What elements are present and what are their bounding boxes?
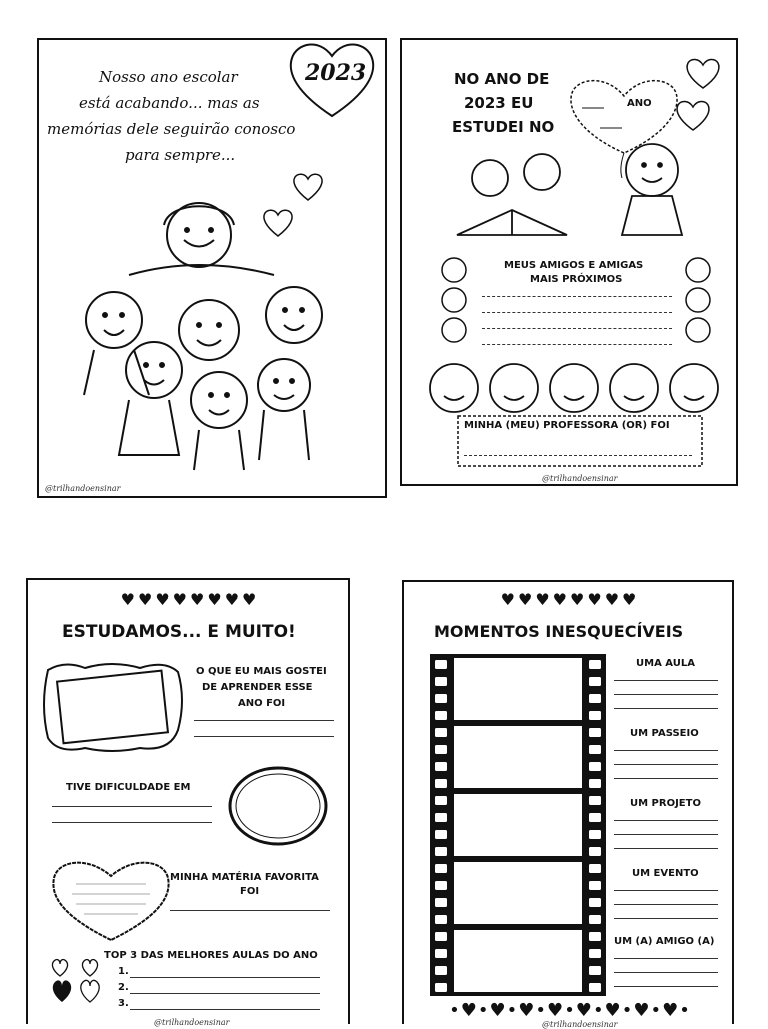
- school-year-title-2: 2023 EU: [464, 94, 534, 112]
- grade-blank-2: ____: [600, 116, 622, 129]
- film-sprocket-hole: [589, 847, 601, 856]
- moment-label-1: UMA AULA: [636, 658, 695, 669]
- film-frame: [454, 658, 582, 720]
- film-sprocket-hole: [589, 898, 601, 907]
- small-hearts-cluster: [50, 958, 110, 1018]
- film-sprocket-hole: [435, 966, 447, 975]
- intro-line-2: está acabando... mas as: [79, 94, 260, 112]
- page-memories-intro: [37, 38, 387, 498]
- film-sprocket-hole: [589, 694, 601, 703]
- page-school-year: [400, 38, 738, 486]
- moment-label-3: UM PROJETO: [630, 798, 701, 809]
- moment-line: [614, 778, 718, 779]
- grade-word: ANO: [627, 98, 652, 109]
- film-sprocket-hole: [589, 881, 601, 890]
- film-sprocket-hole: [435, 745, 447, 754]
- moment-line: [614, 820, 718, 821]
- kids-reading-illustration: [452, 140, 722, 240]
- bottom-hearts-decoration: •♥•♥•♥•♥•♥•♥•♥•♥•: [449, 1000, 691, 1021]
- moment-line: [614, 750, 718, 751]
- moment-line: [614, 904, 718, 905]
- top3-line: [130, 977, 320, 978]
- studied-title: ESTUDAMOS... E MUITO!: [62, 622, 296, 642]
- film-sprocket-hole: [589, 932, 601, 941]
- moment-label-4: UM EVENTO: [632, 868, 699, 879]
- school-year-title-3: ESTUDEI NO: [452, 118, 555, 136]
- liked-line-3: ANO FOI: [238, 698, 286, 709]
- heart-icon: [674, 100, 712, 132]
- film-sprocket-hole: [435, 983, 447, 992]
- film-sprocket-hole: [589, 779, 601, 788]
- moment-line: [614, 972, 718, 973]
- film-sprocket-hole: [589, 660, 601, 669]
- film-sprocket-hole: [435, 830, 447, 839]
- moment-label-2: UM PASSEIO: [630, 728, 699, 739]
- film-sprocket-hole: [589, 728, 601, 737]
- film-sprocket-hole: [589, 711, 601, 720]
- top3-label: TOP 3 DAS MELHORES AULAS DO ANO: [104, 950, 318, 961]
- film-sprocket-hole: [435, 677, 447, 686]
- difficulty-line: [52, 806, 212, 807]
- kids-row-illustration: [422, 358, 732, 418]
- liked-line-1: O QUE EU MAIS GOSTEI: [196, 666, 327, 677]
- film-sprocket-hole: [589, 983, 601, 992]
- top3-item-1: 1.: [118, 966, 129, 977]
- film-frame: [454, 862, 582, 924]
- moment-line: [614, 918, 718, 919]
- film-sprocket-hole: [589, 677, 601, 686]
- film-sprocket-hole: [435, 728, 447, 737]
- children-group-illustration: [59, 195, 359, 485]
- liked-line-2: DE APRENDER ESSE: [202, 682, 313, 693]
- difficulty-line: [52, 822, 212, 823]
- film-sprocket-hole: [435, 694, 447, 703]
- film-sprocket-hole: [435, 949, 447, 958]
- film-sprocket-hole: [435, 932, 447, 941]
- side-kids-illustration: [402, 250, 740, 350]
- moment-line: [614, 694, 718, 695]
- moment-line: [614, 848, 718, 849]
- page3-credit: @trilhandoensinar: [154, 1018, 230, 1027]
- liked-line-blank: [194, 736, 334, 737]
- film-sprocket-hole: [435, 779, 447, 788]
- film-frame: [454, 930, 582, 992]
- page2-credit: @trilhandoensinar: [542, 474, 618, 483]
- film-sprocket-hole: [589, 966, 601, 975]
- film-frame: [454, 726, 582, 788]
- moment-line: [614, 890, 718, 891]
- film-sprocket-hole: [435, 864, 447, 873]
- film-sprocket-hole: [589, 949, 601, 958]
- top3-item-2: 2.: [118, 982, 129, 993]
- film-sprocket-hole: [435, 813, 447, 822]
- teacher-label: MINHA (MEU) PROFESSORA (OR) FOI: [464, 420, 670, 431]
- liked-line-blank: [194, 720, 334, 721]
- page1-credit: @trilhandoensinar: [45, 484, 121, 493]
- intro-line-4: para sempre...: [125, 146, 236, 164]
- year-badge-text: 2023: [305, 60, 367, 86]
- moment-label-5: UM (A) AMIGO (A): [614, 936, 715, 947]
- page-studied-a-lot: [26, 578, 350, 1027]
- favorite-line-2: FOI: [240, 886, 260, 897]
- favorite-line-1: MINHA MATÉRIA FAVORITA: [170, 872, 319, 883]
- teacher-line: [464, 455, 692, 456]
- film-sprocket-hole: [589, 762, 601, 771]
- school-year-title-1: NO ANO DE: [454, 70, 550, 88]
- moment-line: [614, 764, 718, 765]
- intro-line-1: Nosso ano escolar: [99, 68, 238, 86]
- friends-title-2: MAIS PRÓXIMOS: [530, 274, 623, 285]
- moment-line: [614, 680, 718, 681]
- film-sprocket-hole: [589, 864, 601, 873]
- film-sprocket-hole: [435, 881, 447, 890]
- film-sprocket-hole: [435, 847, 447, 856]
- film-sprocket-hole: [435, 915, 447, 924]
- film-frame: [454, 794, 582, 856]
- intro-line-3: memórias dele seguirão conosco: [47, 120, 296, 138]
- grade-blank: ____: [582, 96, 604, 109]
- moment-line: [614, 708, 718, 709]
- top3-line: [130, 1009, 320, 1010]
- film-sprocket-hole: [589, 745, 601, 754]
- film-sprocket-hole: [435, 762, 447, 771]
- moment-line: [614, 958, 718, 959]
- moment-line: [614, 834, 718, 835]
- hearts-decoration: ♥♥♥♥♥♥♥♥: [500, 590, 640, 609]
- film-sprocket-hole: [435, 796, 447, 805]
- heart-frame: [48, 854, 174, 944]
- top3-line: [130, 993, 320, 994]
- page4-credit: @trilhandoensinar: [542, 1020, 618, 1029]
- film-strip: [430, 654, 606, 996]
- favorite-line-blank: [170, 910, 330, 911]
- oval-frame: [226, 764, 330, 848]
- film-sprocket-hole: [435, 898, 447, 907]
- page-unforgettable-moments: [402, 580, 734, 1029]
- film-sprocket-hole: [589, 915, 601, 924]
- film-sprocket-hole: [589, 796, 601, 805]
- hearts-decoration: ♥♥♥♥♥♥♥♥: [120, 590, 260, 609]
- top3-item-3: 3.: [118, 998, 129, 1009]
- film-sprocket-hole: [435, 660, 447, 669]
- friends-title-1: MEUS AMIGOS E AMIGAS: [504, 260, 644, 271]
- film-sprocket-hole: [589, 813, 601, 822]
- film-sprocket-hole: [435, 711, 447, 720]
- film-sprocket-hole: [589, 830, 601, 839]
- difficulty-label: TIVE DIFICULDADE EM: [66, 782, 191, 793]
- photo-frame: [40, 660, 185, 755]
- moment-line: [614, 986, 718, 987]
- heart-icon: [684, 58, 722, 90]
- moments-title: MOMENTOS INESQUECÍVEIS: [434, 622, 684, 641]
